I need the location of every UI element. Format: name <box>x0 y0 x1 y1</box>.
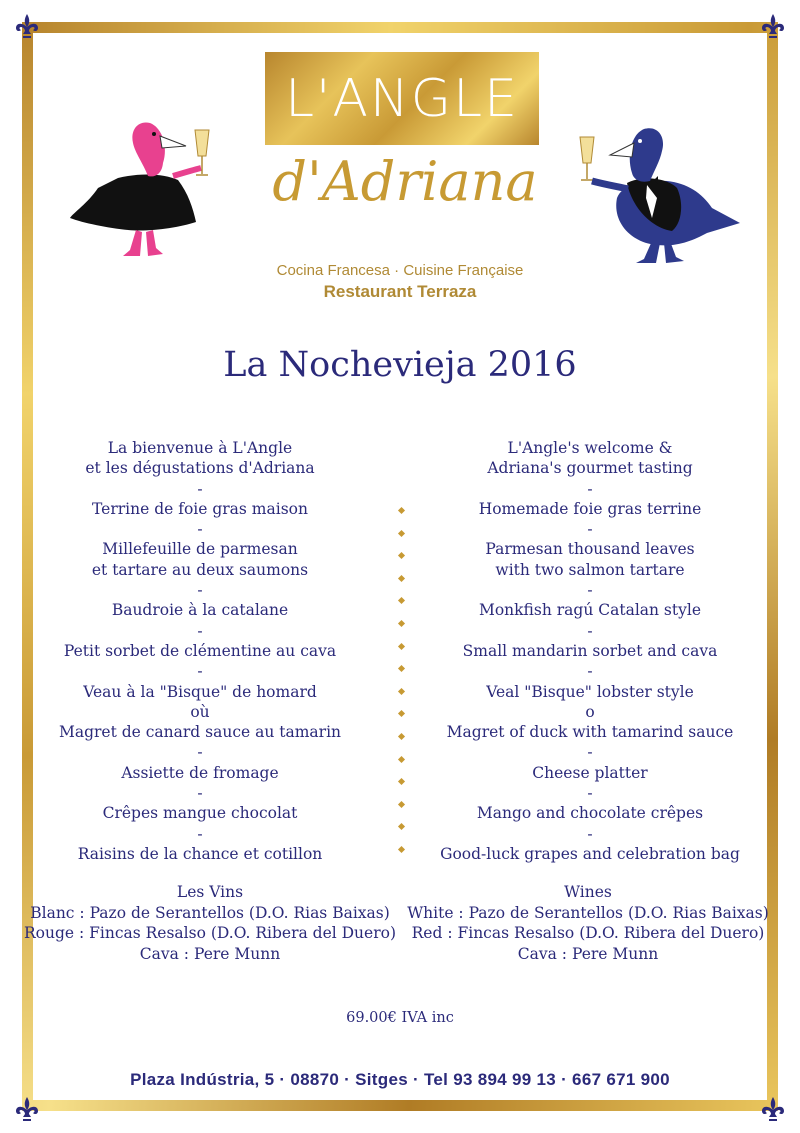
menu-line: et les dégustations d'Adriana <box>85 459 315 478</box>
menu-line: Small mandarin sorbet and cava <box>462 641 718 660</box>
menu-line: Monkfish ragú Catalan style <box>478 601 701 620</box>
diamond-dot-icon <box>398 778 405 785</box>
menu-line: Cheese platter <box>532 763 648 782</box>
diamond-dot-icon <box>398 823 405 830</box>
fleur-de-lis-icon <box>758 1095 788 1125</box>
diamond-dot-icon <box>398 507 405 514</box>
wine-line: Cava : Pere Munn <box>139 944 281 963</box>
menu-line: Parmesan thousand leaves <box>485 540 695 559</box>
menu-line: La bienvenue à L'Angle <box>107 439 293 457</box>
menu-line: Crêpes mangue chocolat <box>102 804 298 823</box>
menu-line: - <box>587 520 593 539</box>
wines-french <box>10 882 410 964</box>
menu-line: with two salmon tartare <box>495 560 685 579</box>
pink-duck-illustration <box>68 118 218 263</box>
menu-line: - <box>587 743 593 762</box>
menu-line: Terrine de foie gras maison <box>92 499 308 518</box>
wine-line: Red : Fincas Resalso (D.O. Ribera del Duero) <box>411 924 765 942</box>
menu-line: - <box>587 824 593 843</box>
menu-line: - <box>197 743 203 762</box>
wine-line: Les Vins <box>176 883 244 901</box>
fleur-de-lis-icon <box>12 12 42 42</box>
menu-line: - <box>197 824 203 843</box>
wine-line: Blanc : Pazo de Serantellos (D.O. Rias Baixas) <box>30 903 390 922</box>
menu-line: - <box>197 520 203 539</box>
diamond-dot-icon <box>398 530 405 537</box>
menu-line: Good-luck grapes and celebration bag <box>440 844 740 863</box>
menu-line: - <box>587 479 593 498</box>
diamond-dot-icon <box>398 756 405 763</box>
diamond-dot-icon <box>398 710 405 717</box>
wine-line: White : Pazo de Serantellos (D.O. Rias Baixas) <box>407 903 769 922</box>
menu-line: - <box>587 581 593 600</box>
menu-line: Magret of duck with tamarind sauce <box>446 723 734 742</box>
diamond-dot-icon <box>398 688 405 695</box>
menu-english <box>400 438 780 864</box>
wine-line: Wines <box>564 883 612 901</box>
logo-text: L'ANGLE <box>285 68 519 129</box>
menu-line: - <box>197 621 203 640</box>
divider-dots <box>397 508 407 848</box>
menu-line: - <box>587 662 593 681</box>
diamond-dot-icon <box>398 665 405 672</box>
menu-line: Veau à la "Bisque" de homard <box>83 682 317 701</box>
diamond-dot-icon <box>398 801 405 808</box>
page-title: La Nochevieja 2016 <box>223 345 577 385</box>
logo-script: d'Adriana <box>272 150 538 213</box>
menu-line: Raisins de la chance et cotillon <box>77 844 323 863</box>
logo-box <box>265 52 539 145</box>
wine-line: Cava : Pere Munn <box>517 944 659 963</box>
menu-line: - <box>197 662 203 681</box>
menu-line: Petit sorbet de clémentine au cava <box>63 641 337 660</box>
diamond-dot-icon <box>398 575 405 582</box>
menu-line: Homemade foie gras terrine <box>478 499 702 518</box>
menu-line: Magret de canard sauce au tamarin <box>58 723 342 742</box>
tagline: Cocina Francesa · Cuisine Française <box>276 262 524 279</box>
diamond-dot-icon <box>398 620 405 627</box>
menu-line: Adriana's gourmet tasting <box>487 459 693 478</box>
menu-line: Assiette de fromage <box>121 763 279 782</box>
menu-line: Baudroie à la catalane <box>111 601 289 620</box>
menu-line: - <box>587 621 593 640</box>
diamond-dot-icon <box>398 597 405 604</box>
menu-line: où <box>190 702 210 721</box>
blue-duck-illustration <box>572 123 742 268</box>
menu-french <box>10 438 390 864</box>
fleur-de-lis-icon <box>758 12 788 42</box>
menu-line: Veal "Bisque" lobster style <box>486 682 694 701</box>
menu-line: - <box>587 784 593 803</box>
menu-line: et tartare au deux saumons <box>91 560 309 579</box>
wines-english <box>388 882 788 964</box>
price: 69.00€ IVA inc <box>346 1010 454 1026</box>
menu-line: Mango and chocolate crêpes <box>476 804 704 823</box>
fleur-de-lis-icon <box>12 1095 42 1125</box>
diamond-dot-icon <box>398 552 405 559</box>
menu-line: L'Angle's welcome & <box>507 439 673 457</box>
diamond-dot-icon <box>398 643 405 650</box>
restaurant-subtitle: Restaurant Terraza <box>323 282 477 301</box>
address-footer: Plaza Indústria, 5 · 08870 · Sitges · Tel 93 894 99 13 · 667 671 900 <box>130 1070 670 1089</box>
menu-line: o <box>585 702 595 721</box>
menu-line: - <box>197 581 203 600</box>
menu-line: Millefeuille de parmesan <box>102 540 298 559</box>
wine-line: Rouge : Fincas Resalso (D.O. Ribera del Duero) <box>23 924 396 942</box>
menu-line: - <box>197 479 203 498</box>
diamond-dot-icon <box>398 733 405 740</box>
menu-line: - <box>197 784 203 803</box>
